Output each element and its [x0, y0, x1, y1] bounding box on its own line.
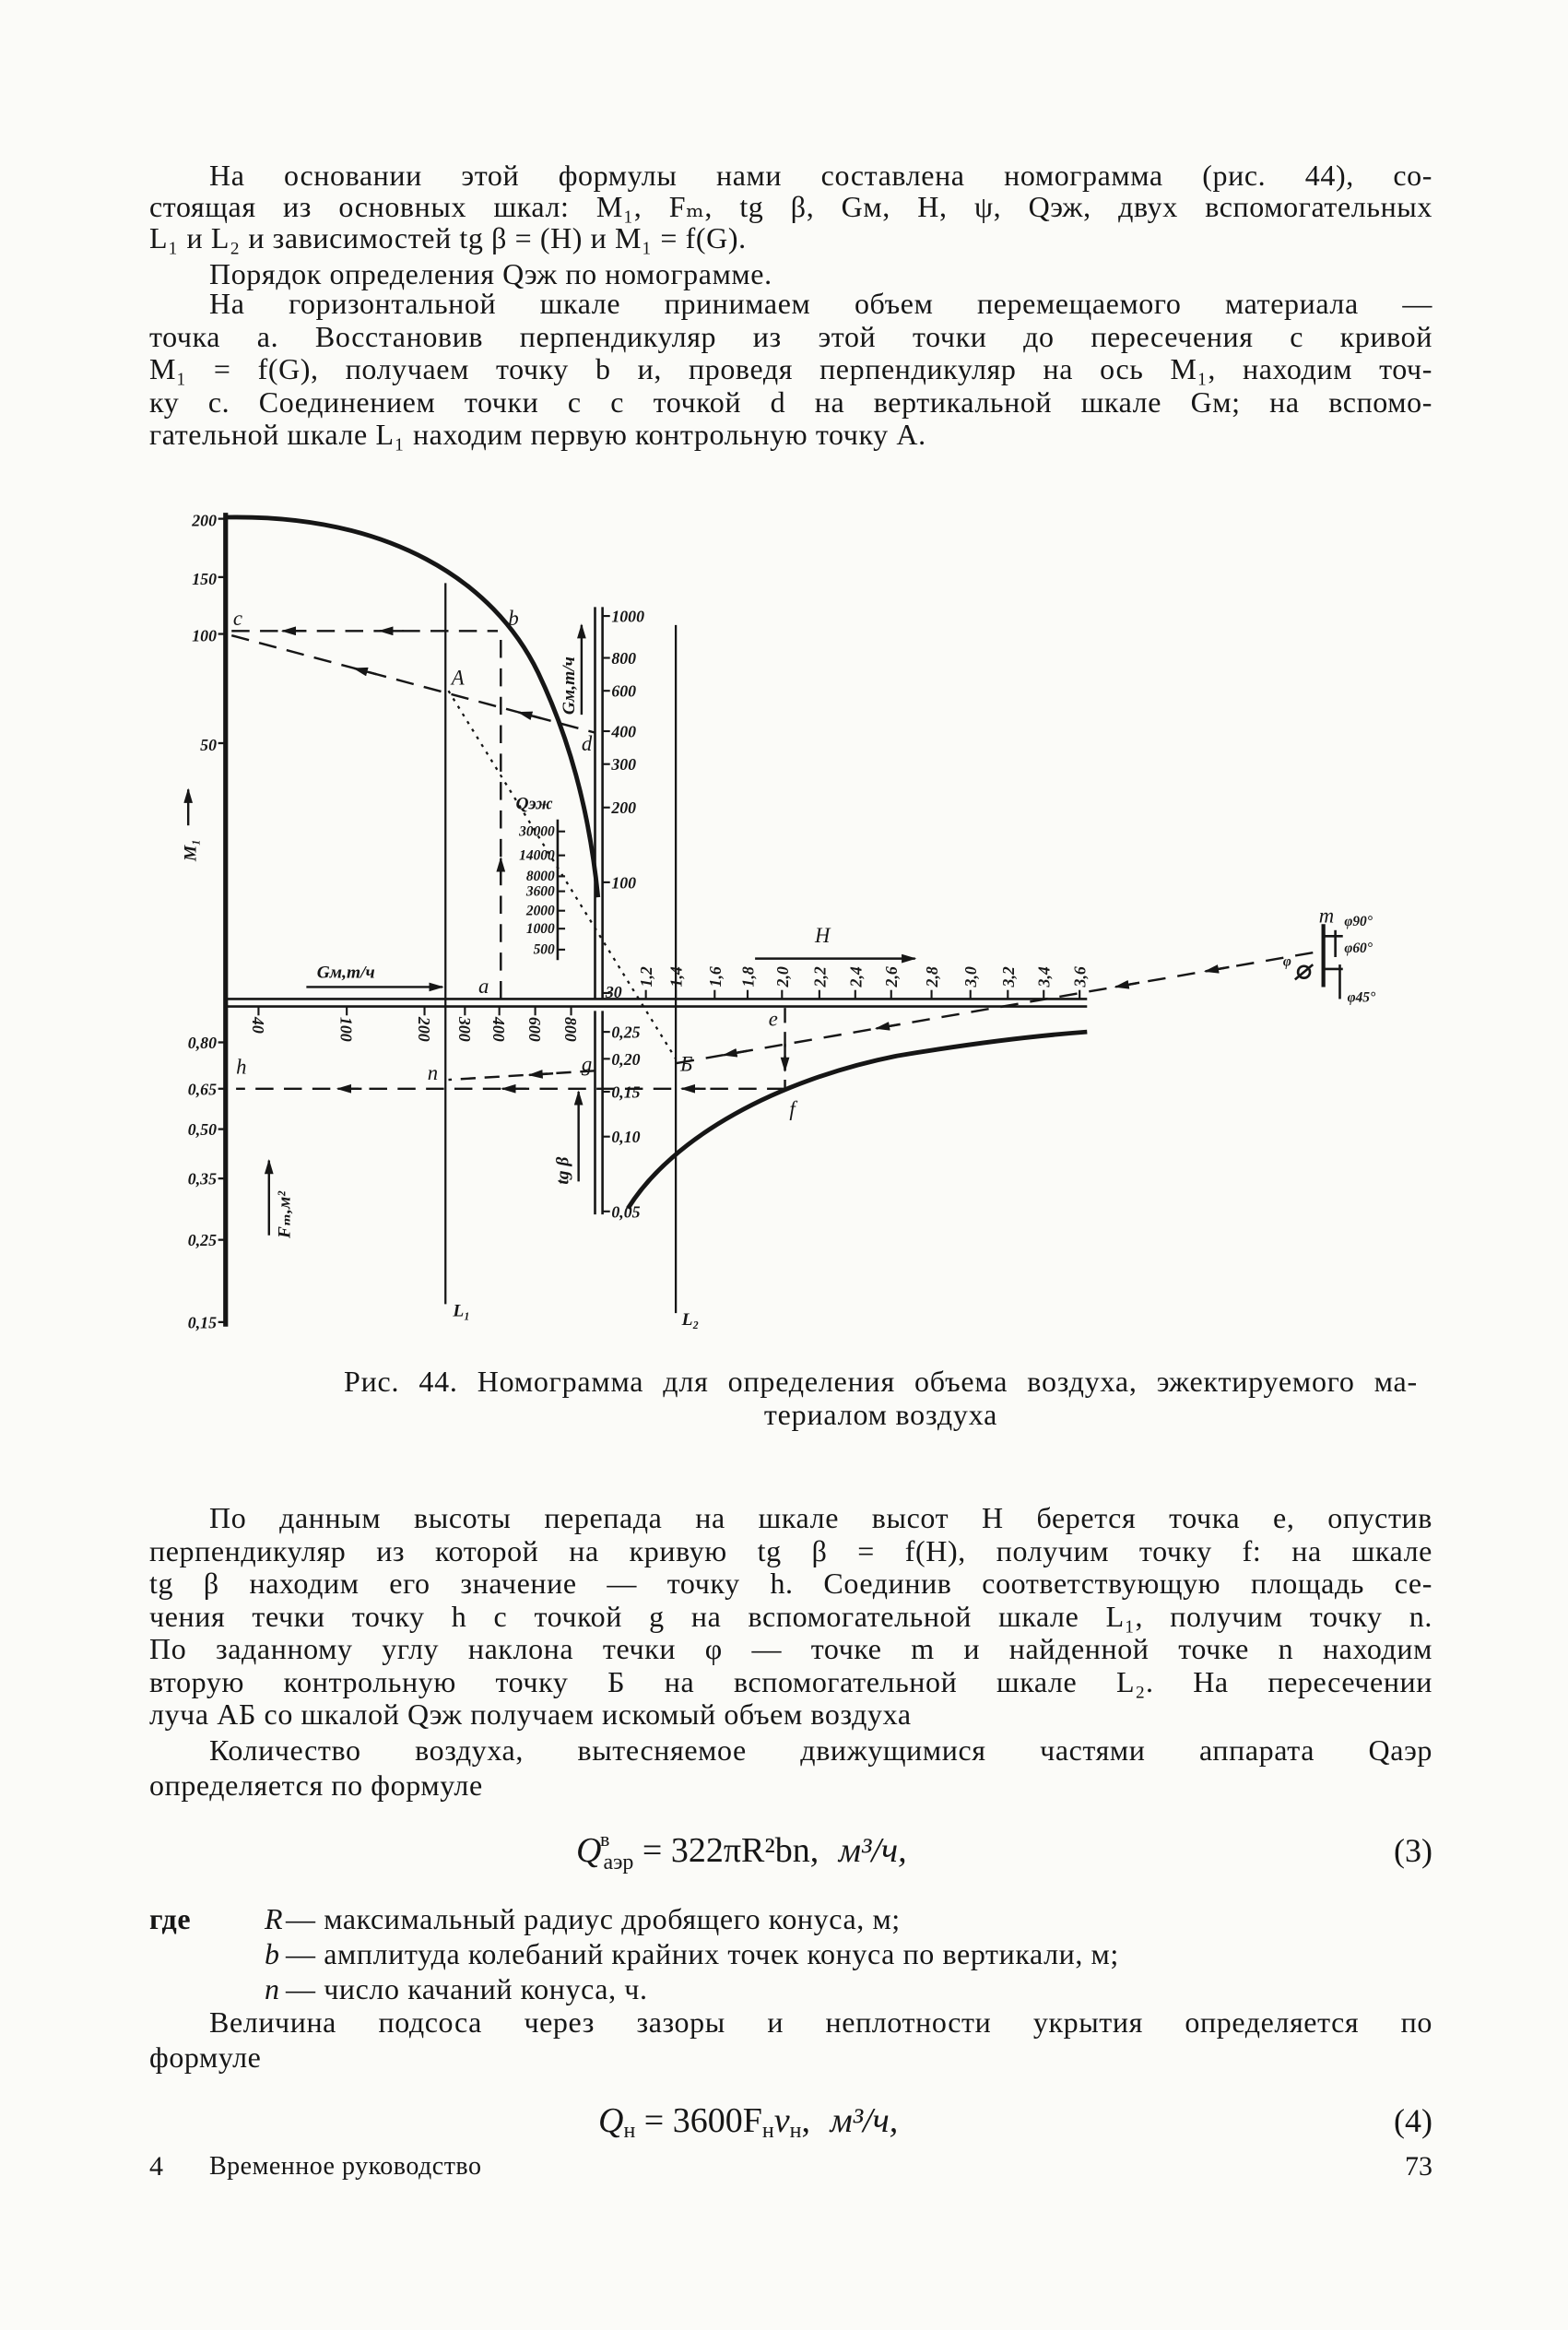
formula-3-number: (3): [1394, 1832, 1432, 1869]
arrow: [354, 668, 376, 674]
page-footer: [149, 2148, 1432, 2185]
text-line: По заданному углу наклона течки φ — точке m и найденной точке n находим: [149, 1632, 1432, 1665]
h-tick-label: 2,2: [810, 966, 830, 988]
h-tick-label: 1,2: [637, 966, 656, 988]
point-A-label: A: [451, 666, 465, 690]
q-tick-label: 500: [533, 941, 555, 958]
g-axis-tick-label: 40: [248, 1016, 267, 1034]
text-line: луча АБ со шкалой Qэж получаем искомый объем воздуха: [149, 1697, 912, 1731]
text-line: На горизонтальной шкале принимаем объем перемещаемого материала —: [209, 287, 1432, 320]
h-tick-label: 1,6: [705, 966, 725, 988]
m1-tick-label: 100: [192, 626, 218, 645]
fm-axis-label: Fₘ,м²: [275, 1190, 295, 1239]
caption-line: териалом воздуха: [763, 1398, 998, 1431]
phi-indicator: [1295, 924, 1343, 999]
text-line: гательной шкале L₁ находим первую контрольную точку A.: [149, 418, 926, 451]
variable-definitions: [149, 1901, 1432, 2006]
text-line: перпендикуляр из которой на кривую tg β = f(H), получим точку f: на шкале: [149, 1533, 1432, 1567]
definition-variable: R: [265, 1902, 284, 1935]
definition-row: [149, 1936, 1432, 1971]
point-m-label: m: [1318, 904, 1335, 928]
formula-4-q-subscript: н: [623, 2119, 636, 2143]
figure-caption: [344, 1365, 1418, 1431]
text-line: формуле: [149, 2040, 262, 2074]
g-axis-tick-label: 400: [489, 1016, 509, 1042]
formula-4-number: (4): [1394, 2102, 1432, 2139]
formula-3: [149, 1827, 1432, 1875]
formula-4-rhs: = 3600F: [643, 2101, 762, 2140]
paragraph-5: [149, 1733, 1432, 1803]
text-line: Порядок определения Qэж по номограмме.: [209, 257, 772, 290]
gm-scale-tick-label: 100: [611, 873, 637, 893]
tgb-tick-label: 0,10: [611, 1128, 641, 1147]
definition-text: — число качаний конуса, ч.: [286, 1972, 648, 2005]
text-line: определяется по формуле: [149, 1768, 483, 1802]
definition-row: [149, 1971, 1432, 2006]
point-n-label: n: [427, 1061, 439, 1085]
where-word: где: [149, 1902, 192, 1935]
definition-text: — амплитуда колебаний крайних точек конуса по вертикали, м;: [286, 1937, 1119, 1970]
point-f-label: f: [789, 1096, 796, 1120]
paragraph-2: [149, 258, 1432, 290]
phi-label: φ: [1282, 953, 1291, 970]
paragraph-1: [149, 160, 1432, 254]
text-line: По данным высоты перепада на шкале высот H берется точка e, опустив: [209, 1501, 1432, 1534]
gm-scale-tick-label: 400: [611, 722, 637, 741]
point-b-label: b: [508, 606, 519, 630]
formula-4-comma: ,: [801, 2101, 810, 2140]
arrow: [529, 1073, 553, 1075]
definition-variable: b: [265, 1937, 280, 1970]
h-tick-label: 3,6: [1070, 966, 1090, 988]
text-line: Величина подсоса через зазоры и неплотности укрытия определяется по: [209, 2005, 1432, 2039]
tgb-scale-label: tg β: [553, 1156, 573, 1185]
h-tick-label: 2,0: [772, 966, 792, 988]
fm-tick-label: 0,15: [187, 1313, 218, 1332]
gm-scale-tick-label: 600: [611, 681, 637, 701]
formula-4-q: Q: [598, 2101, 624, 2140]
g-axis-tick-label: 300: [454, 1016, 474, 1042]
h-axis-ticks: [646, 990, 1080, 999]
formula-3-q-letter: Q: [576, 1831, 602, 1870]
m1-tick-label: 200: [192, 511, 218, 530]
arrows: [188, 625, 1229, 1236]
h-tick-label: 1,4: [666, 966, 686, 988]
g-axis-label: Gм,т/ч: [316, 963, 375, 983]
curve-tgb-of-h: [628, 1032, 1087, 1208]
formula-3-rhs: = 322πR²bn,: [642, 1831, 819, 1870]
formula-4-v: v: [773, 2101, 790, 2140]
tgb-tick-label: 0,20: [611, 1049, 641, 1069]
gm-scale-tick-label: 30: [605, 982, 622, 1001]
text-line: M₁ = f(G), получаем точку b и, проведя перпендикуляр на ось M₁, находим точ-: [149, 352, 1432, 385]
q-tick-label: 2000: [525, 903, 555, 919]
l1-label: L₁: [453, 1301, 471, 1321]
tgb-tick-label: 0,15: [611, 1082, 641, 1102]
text-line: чения течки точку h с точкой g на вспомогательной шкале L₁, получим точку n.: [149, 1599, 1432, 1633]
formula-4: [149, 2099, 1432, 2142]
definition-row: [149, 1901, 1432, 1936]
gm-scale-label: Gм,т/ч: [559, 656, 579, 716]
g-axis-tick-label: 200: [415, 1016, 434, 1042]
page-number: 73: [1405, 2151, 1432, 2182]
arrow: [1205, 967, 1229, 972]
point-g-label: g: [581, 1052, 593, 1076]
text-line: ку c. Соединением точки c с точкой d на вертикальной шкале Gм; на вспомо-: [149, 384, 1432, 419]
dashed-line-g-n: [448, 1070, 595, 1080]
formula-3-units: м³/ч,: [838, 1831, 907, 1870]
paragraph-4: [149, 1502, 1432, 1732]
curve-m1-of-g: [226, 517, 598, 900]
point-d-label: d: [581, 732, 593, 756]
formula-3-subscript: аэр: [603, 1851, 634, 1875]
h-axis-label: H: [815, 923, 831, 947]
fm-tick-label: 0,80: [187, 1033, 218, 1052]
g-axis-tick-label: 100: [336, 1016, 356, 1042]
formula-4-units: м³/ч,: [830, 2101, 899, 2140]
g-axis-tick-label: 800: [561, 1016, 581, 1042]
text-line: tg β находим его значение — точку h. Соединив соответствующую площадь се-: [149, 1567, 1432, 1600]
paragraph-3: [149, 288, 1432, 452]
h-tick-label: 3,2: [998, 966, 1018, 988]
q-tick-label: 1000: [525, 921, 555, 938]
h-tick-label: 2,8: [923, 966, 942, 988]
text-line: Количество воздуха, вытесняемое движущимися частями аппарата Qаэр: [209, 1733, 1432, 1767]
formula-4-expression: [598, 2099, 898, 2152]
fm-tick-label: 0,50: [187, 1120, 218, 1140]
arrow: [519, 713, 541, 718]
q-tick-label: 8000: [525, 869, 555, 885]
tgb-tick-label: 0,05: [611, 1202, 641, 1222]
fm-tick-label: 0,25: [187, 1231, 218, 1250]
gm-scale-tick-label: 800: [611, 649, 637, 668]
arrow: [1115, 983, 1139, 988]
h-tick-label: 2,4: [846, 966, 866, 988]
text-line: На основании этой формулы нами составлена номограмма (рис. 44), со-: [209, 159, 1432, 192]
caption-line: Рис. 44. Номограмма для определения объема воздуха, эжектируемого ма-: [344, 1365, 1418, 1398]
q-scale-label: Qэж: [515, 794, 553, 814]
g-axis-ticks: [258, 1007, 571, 1016]
arrow: [724, 1051, 748, 1056]
text-line: вторую контрольную точку Б на вспомогательной шкале L₂. На пересечении: [149, 1664, 1432, 1698]
footer-title: Временное руководство: [209, 2152, 482, 2181]
dotted-line-A-B: [448, 691, 676, 1059]
point-e-label: e: [768, 1007, 778, 1031]
formula-3-superscript: в: [600, 1827, 610, 1851]
h-tick-label: 3,4: [1034, 966, 1054, 988]
g-axis-tick-label: 600: [525, 1016, 545, 1042]
text-line: L₁ и L₂ и зависимостей tg β = (H) и M₁ = f(G).: [149, 221, 747, 254]
q-tick-label: 14000: [519, 847, 555, 864]
phi-tick-label: φ60°: [1344, 940, 1373, 957]
phi-tick-label: φ90°: [1344, 913, 1373, 929]
definition-text: — максимальный радиус дробящего конуса, м;: [286, 1902, 901, 1935]
phi-tick-label: φ45°: [1347, 989, 1376, 1006]
q-tick-label: 3600: [525, 883, 555, 900]
text-line: точка a. Восстановив перпендикуляр из этой точки до пересечения с кривой: [149, 319, 1432, 353]
h-tick-label: 2,6: [882, 966, 902, 988]
formula-4-f-subscript: н: [761, 2119, 774, 2143]
fm-tick-label: 0,65: [187, 1080, 218, 1099]
point-B-label: Б: [679, 1052, 693, 1076]
h-tick-label: 1,8: [738, 966, 758, 988]
formula-4-v-subscript: н: [789, 2119, 802, 2143]
tgb-tick-label: 0,25: [611, 1023, 641, 1042]
paragraph-6: [149, 2005, 1432, 2075]
definition-variable: n: [265, 1972, 280, 2005]
footer-signature-number: 4: [149, 2151, 163, 2182]
q-tick-label: 30000: [519, 823, 555, 840]
m1-tick-label: 50: [200, 736, 218, 755]
m1-axis-label: M₁: [181, 839, 201, 862]
arrow: [877, 1024, 901, 1029]
m1-tick-label: 150: [192, 570, 218, 589]
nomogram-figure: [149, 501, 1480, 1346]
l2-label: L₂: [681, 1310, 700, 1331]
gm-scale-tick-label: 200: [611, 798, 637, 818]
h-tick-label: 3,0: [961, 966, 981, 988]
formula-3-expression: [576, 1829, 907, 1876]
fm-tick-label: 0,35: [187, 1169, 218, 1189]
gm-scale-tick-label: 1000: [611, 607, 645, 626]
point-c-label: c: [232, 606, 242, 630]
point-a-label: a: [477, 974, 489, 998]
formula-3-q: [576, 1829, 633, 1876]
point-h-label: h: [236, 1055, 247, 1079]
text-line: стоящая из основных шкал: M₁, Fₘ, tg β, Gм, H, ψ, Qэж, двух вспомогательных: [149, 190, 1432, 223]
gm-scale-tick-label: 300: [611, 755, 637, 775]
